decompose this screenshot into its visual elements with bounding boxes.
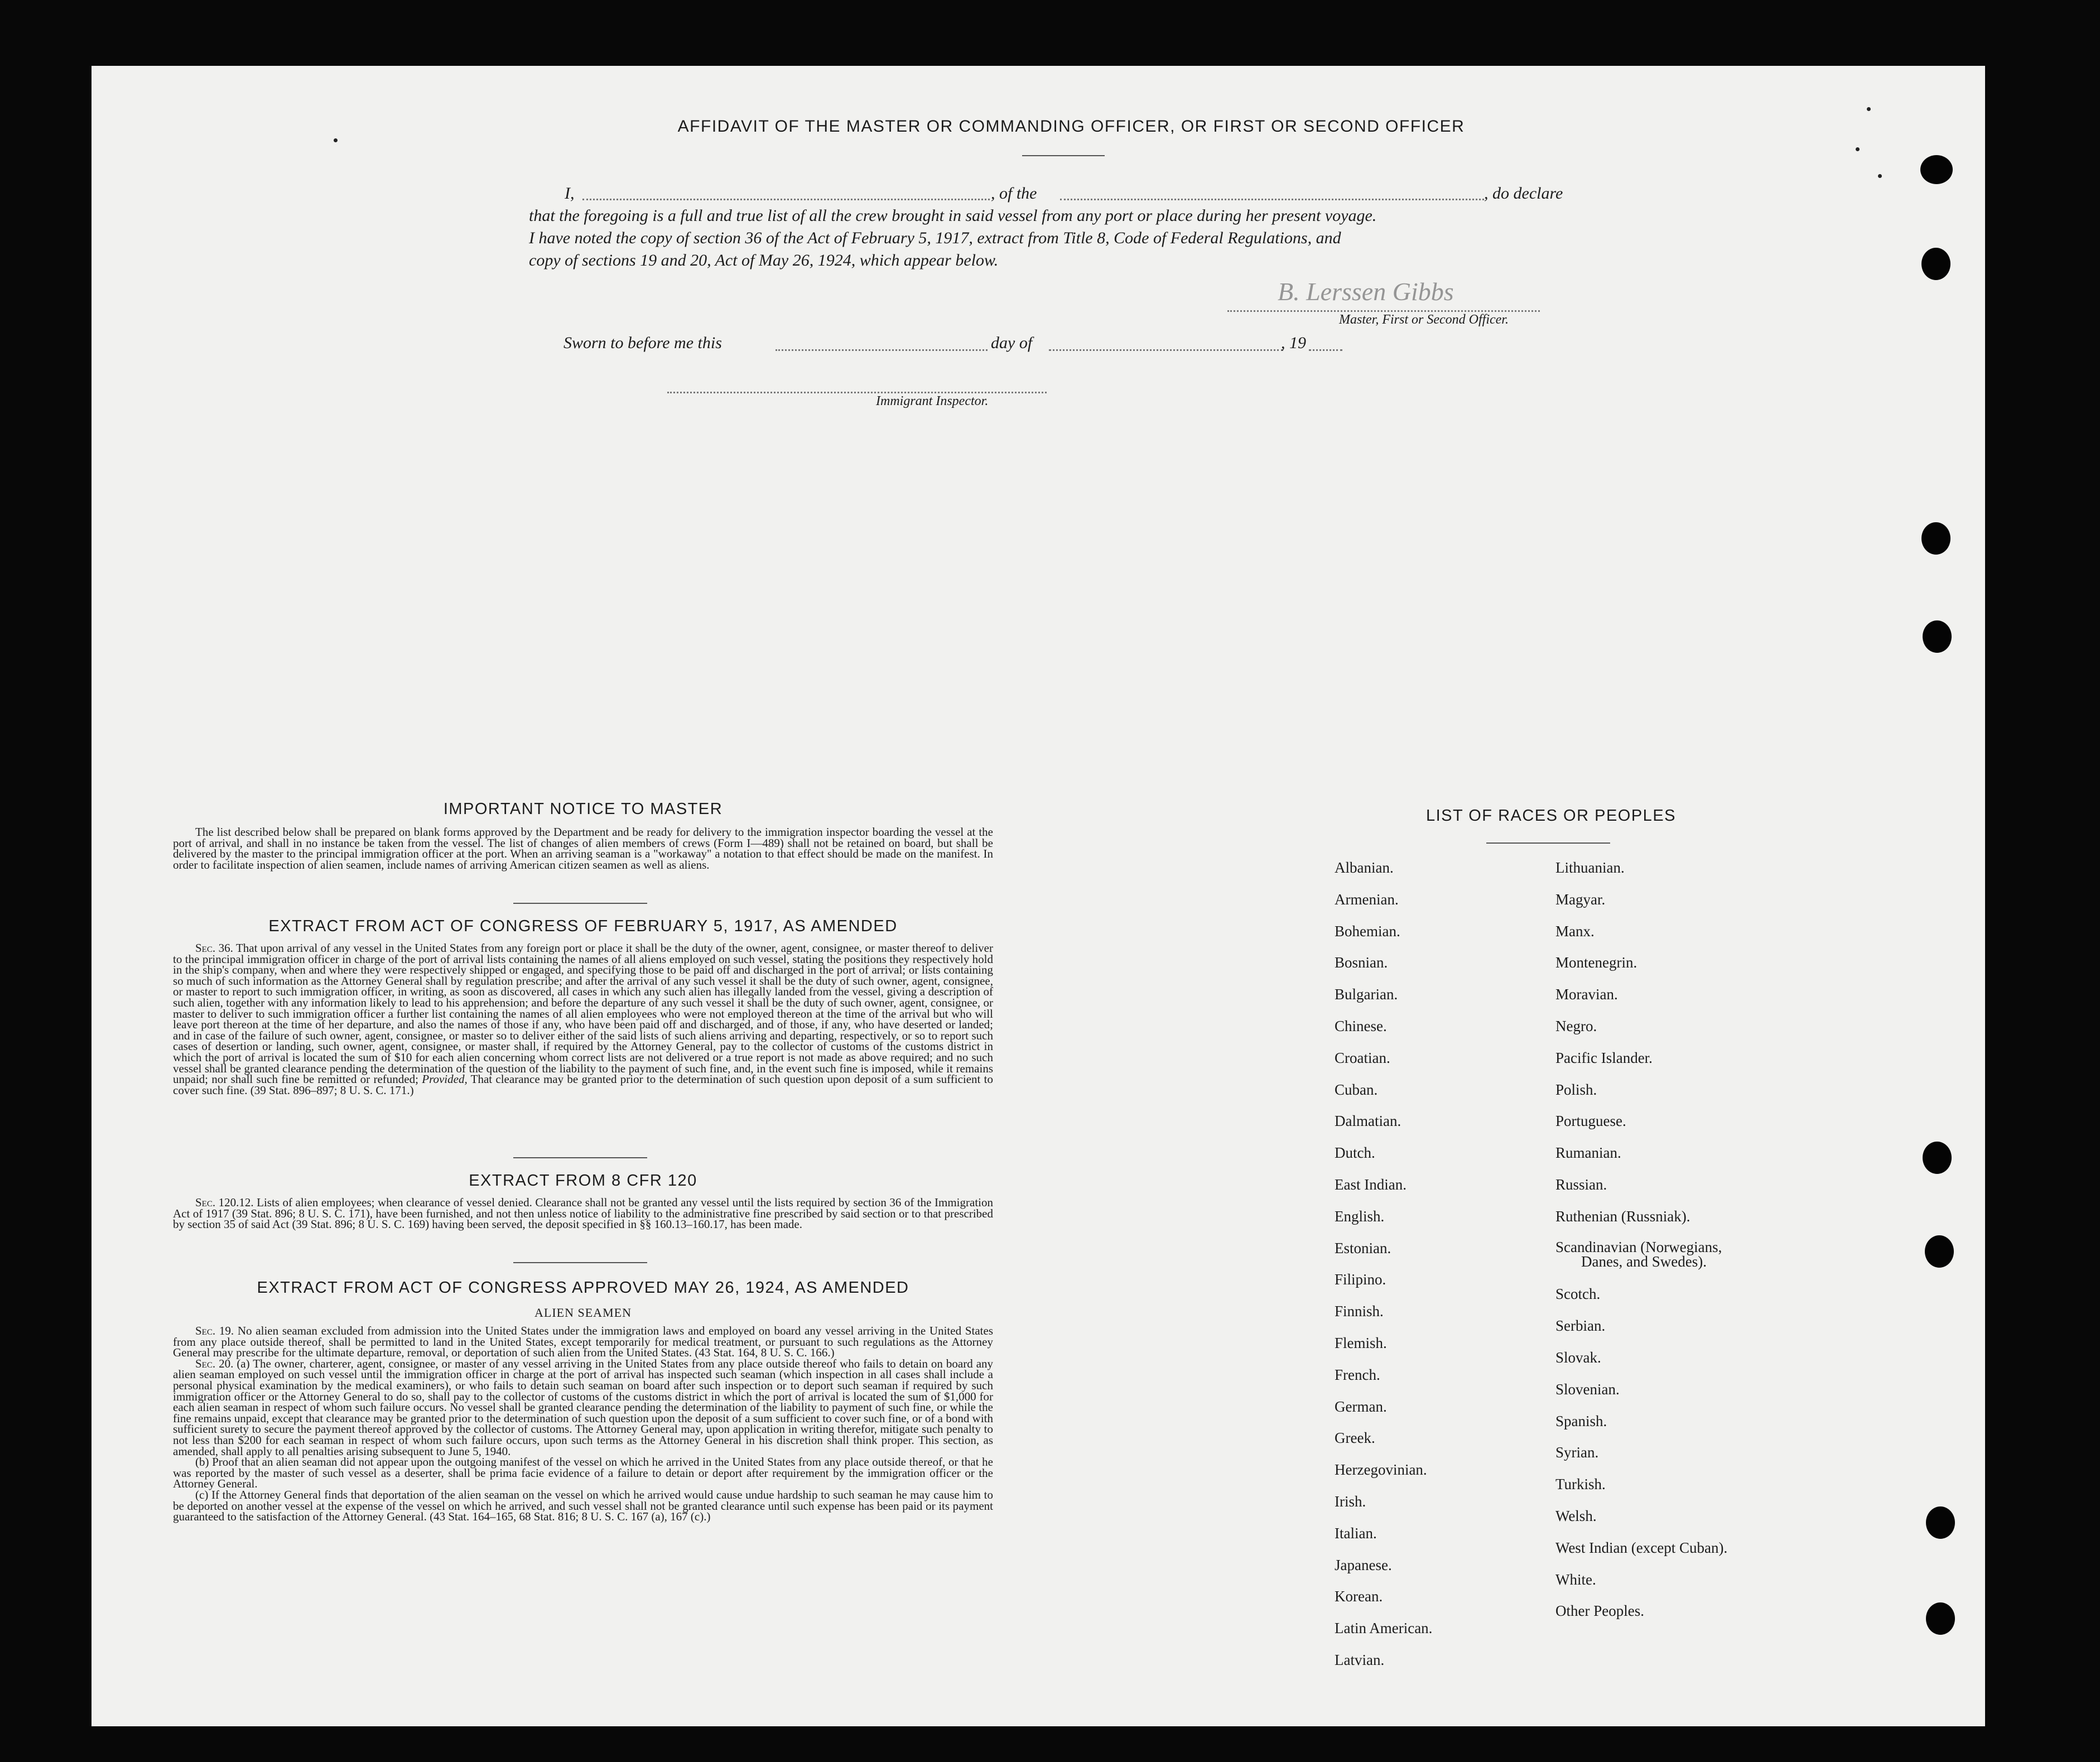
race-item: Lithuanian. xyxy=(1555,859,1625,876)
notice-body-block xyxy=(173,827,993,870)
notice-title: IMPORTANT NOTICE TO MASTER xyxy=(443,800,723,818)
race-item: Bohemian. xyxy=(1335,922,1400,940)
race-item: Italian. xyxy=(1335,1524,1377,1542)
speck xyxy=(1856,147,1860,151)
sec-20c-body: (c) If the Attorney General finds that deportation of the alien seaman on the vessel on which he arrived would cause undue hardship to such seaman he may cause him to be deported on another vessel at the expense of the vessel on which he arrived, and such vessel shall not be granted clearance until such expense has been paid or its payment guaranteed to the satisfaction of the Attorney General. (43 Stat. 164–165, 68 Stat. 816; 8 U. S. C. 167 (a), 167 (c).) xyxy=(173,1487,993,1524)
extract-1924-block xyxy=(173,1326,993,1523)
race-item: Spanish. xyxy=(1555,1412,1607,1429)
race-item: Albanian. xyxy=(1335,859,1394,876)
race-item: Bosnian. xyxy=(1335,954,1388,971)
race-item: Manx. xyxy=(1555,922,1595,940)
race-item: Filipino. xyxy=(1335,1271,1386,1288)
race-item: Cuban. xyxy=(1335,1081,1378,1098)
day-of-label: day of xyxy=(991,334,1033,352)
signature-line[interactable] xyxy=(1227,310,1540,312)
race-item: Slovenian. xyxy=(1555,1380,1620,1398)
race-item: Greek. xyxy=(1335,1429,1375,1447)
race-item: Scotch. xyxy=(1555,1286,1601,1303)
speck xyxy=(334,138,338,142)
sworn-label: Sworn to before me this xyxy=(563,334,722,352)
races-title-rule xyxy=(1486,843,1610,844)
race-item: Estonian. xyxy=(1335,1239,1391,1256)
sec-36-label: Sec. 36. xyxy=(195,941,233,955)
inspector-line[interactable] xyxy=(667,392,1047,393)
race-item: Japanese. xyxy=(1335,1556,1392,1573)
divider xyxy=(513,1157,647,1158)
affidavit-line-2: that the foregoing is a full and true list of all the crew brought in said vessel from any port or place during her present voyage. xyxy=(529,206,1377,225)
sec-20a-body xyxy=(173,1356,994,1458)
punch-hole xyxy=(1921,522,1950,555)
race-item: Croatian. xyxy=(1335,1049,1390,1066)
declarant-label: I, xyxy=(565,184,575,203)
year-label: , 19 xyxy=(1281,334,1306,352)
sec-36-tail: That clearance may be granted prior to the determination of such question upon deposit of a sum sufficient to cover such fine. (39 Stat. 896–897; 8 U. S. C. 171.) xyxy=(173,1072,994,1097)
race-item: Bulgarian. xyxy=(1335,986,1398,1003)
race-item: Ruthenian (Russniak). xyxy=(1555,1207,1690,1225)
race-item: Welsh. xyxy=(1555,1508,1597,1524)
sec-20-label: Sec. 20. xyxy=(195,1356,234,1370)
vessel-line[interactable] xyxy=(1060,199,1484,200)
affidavit-line-4: copy of sections 19 and 20, Act of May 26, 1924, which appear below. xyxy=(529,251,999,269)
race-item: Syrian. xyxy=(1555,1444,1599,1461)
punch-hole xyxy=(1926,1506,1955,1539)
race-item: German. xyxy=(1335,1398,1387,1415)
sec-19-body xyxy=(173,1326,993,1359)
race-item: Moravian. xyxy=(1555,986,1618,1003)
race-item: Finnish. xyxy=(1335,1303,1384,1320)
race-item: Montenegrin. xyxy=(1555,954,1637,971)
race-item: Other Peoples. xyxy=(1555,1602,1644,1620)
notice-body: The list described below shall be prepared on blank forms approved by the Department and be ready for delivery to the immigration inspector boarding the vessel at the port of arrival, and shall in no instance be taken from the vessel. The list of changes of alien members of crews (Form I—489) shall not be retained on board, but shall be delivered by the master to the principal immigration officer at the port. When an arriving seaman is a "workaway" a notation to that effect should be made on the manifest. In order to facilitate inspection of alien seamen, include names of arriving American citizen seamen as well as aliens. xyxy=(173,825,993,872)
race-item: Scandinavian (Norwegians, Danes, and Swedes). xyxy=(1555,1238,1722,1270)
extract-1924-title: EXTRACT FROM ACT OF CONGRESS APPROVED MAY 26, 1924, AS AMENDED xyxy=(257,1279,909,1297)
race-item: Latin American. xyxy=(1335,1620,1433,1637)
sec-20b-body: (b) Proof that an alien seaman did not appear upon the outgoing manifest of the vessel on which he arrived in the United States from any place outside thereof, or that he was reported by the master of such vessel as a deserter, shall be prima facie evidence of a failure to detain or deport after requirement by the immigration officer or the Attorney General. xyxy=(173,1455,993,1491)
race-item: Portuguese. xyxy=(1555,1113,1626,1130)
race-item: English. xyxy=(1335,1207,1385,1225)
of-the-label: , of the xyxy=(991,184,1037,203)
extract-1917-body xyxy=(173,943,993,1096)
race-item: Flemish. xyxy=(1335,1335,1387,1351)
punch-hole xyxy=(1926,1602,1955,1635)
punch-hole xyxy=(1923,1142,1952,1174)
extract-cfr-block xyxy=(173,1197,993,1230)
race-item: Polish. xyxy=(1555,1081,1597,1098)
race-item: Dalmatian. xyxy=(1335,1113,1401,1130)
race-item: Latvian. xyxy=(1335,1652,1385,1668)
sec-19-text: No alien seaman excluded from admission into the United States under the immigration laws and employed on board any vessel arriving in the United States from any place outside thereof, shall be permitted to land in the United States, except temporarily for medical treatment, or pursuant to such regulations as the Attorney General may prescribe for the ultimate departure, removal, or deportation of such alien from the United States. (43 Stat. 164, 8 U. S. C. 166.) xyxy=(173,1324,994,1360)
race-item: Negro. xyxy=(1555,1018,1597,1034)
sec-19-label: Sec. 19. xyxy=(195,1324,234,1337)
do-declare-label: , do declare xyxy=(1484,184,1563,203)
race-item: White. xyxy=(1555,1571,1596,1588)
name-line[interactable] xyxy=(582,199,990,200)
sworn-month-line[interactable] xyxy=(1049,349,1283,351)
race-item: Chinese. xyxy=(1335,1018,1387,1034)
race-item: Russian. xyxy=(1555,1176,1607,1193)
extract-1917-block xyxy=(173,943,993,1096)
divider xyxy=(513,903,647,904)
race-item: Irish. xyxy=(1335,1493,1366,1510)
sec-120-label: Sec. 120.12. xyxy=(195,1196,254,1209)
race-item: Pacific Islander. xyxy=(1555,1049,1653,1066)
punch-hole xyxy=(1921,248,1950,280)
race-item: Rumanian. xyxy=(1555,1144,1621,1162)
race-item: East Indian. xyxy=(1335,1176,1407,1193)
speck xyxy=(1878,174,1882,178)
inspector-caption: Immigrant Inspector. xyxy=(876,394,989,408)
punch-hole xyxy=(1920,155,1953,184)
divider xyxy=(513,1262,647,1263)
signature-caption: Master, First or Second Officer. xyxy=(1339,312,1509,327)
sworn-day-line[interactable] xyxy=(776,349,988,351)
extract-1917-title: EXTRACT FROM ACT OF CONGRESS OF FEBRUARY 5, 1917, AS AMENDED xyxy=(268,917,898,935)
provided-label: Provided, xyxy=(422,1072,468,1086)
race-item: Dutch. xyxy=(1335,1144,1375,1162)
race-item: West Indian (except Cuban). xyxy=(1555,1539,1728,1556)
affidavit-title: AFFIDAVIT OF THE MASTER OR COMMANDING OFFICER, OR FIRST OR SECOND OFFICER xyxy=(677,117,1465,136)
punch-hole xyxy=(1925,1235,1954,1268)
race-item: Korean. xyxy=(1335,1588,1383,1605)
race-item: Herzegovinian. xyxy=(1335,1461,1427,1479)
sec-20a-text: (a) The owner, charterer, agent, consignee, or master of any vessel arriving in the United States from any place outside thereof who fails to detain on board any alien seaman employed on such vessel until the immigration officer in charge at the port of arrival has inspected such seaman (which inspection in all cases shall include a personal physical examination by the medical examiners), or who fails to detain such seaman on board after such inspection or to deport such seaman if required by such immigration officer or the Attorney General to do so, shall pay to the collector of customs of the customs district in which the port of arrival is located the sum of $1,000 for each alien seaman in respect of whom such failure occurs. No vessel shall be granted clearance pending the determination of the liability to payment of such fine, or while the fine remains unpaid, except that clearance may be granted prior to the determination of such question upon the deposit of a sum sufficient to cover such fine, or of a bond with sufficient surety to secure the payment thereof approved by the collector of customs. The Attorney General may, upon application in writing therefor, mitigate such penalty to not less than $200 for each seaman in respect of whom such failure occurs, upon such terms as the Attorney General in his discretion shall think proper. This section, as amended, shall apply to all penalties arising subsequent to June 5, 1940. xyxy=(173,1356,994,1458)
alien-seamen-subtitle: ALIEN SEAMEN xyxy=(534,1306,632,1320)
sec-36-text: That upon arrival of any vessel in the United States from any foreign port or place it shall be the duty of the owner, agent, consignee, or master thereof to deliver to the principal immigration officer in charge of the port of arrival lists containing the names of all aliens employed on such vessel, stating the positions they respectively hold in the ship's company, when and where they were respectively shipped or engaged, and specifying those to be paid off and discharged in the port of arrival; or lists containing so much of such information as the Attorney General shall by regulation prescribe; and after the arrival of any such vessel it shall be the duty of such owner, agent, consignee, or master to report to such immigration officer, in writing, as soon as discovered, all cases in which any such alien has illegally landed from the vessel, giving a description of such alien, together with any information likely to lead to his apprehension; and before the departure of any such vessel it shall be the duty of such owner, agent, consignee, or master to deliver to such immigration officer a further list containing the names of all alien employees who were not employed thereon at the time of the arrival but who will leave port thereon at the time of her departure, and also the names of those if any, who have been paid off and discharged, and of those, if any, who have deserted or landed; and in case of the failure of such owner, agent, consignee, or master so to deliver either of the said lists of such aliens arriving and departing, respectively, or so to report such cases of desertion or landing, such owner, agent, consignee, or master shall, if required by the Attorney General, pay to the collector of customs of the customs district in which the port of arrival is located the sum of $10 for each alien concerning whom correct lists are not delivered or a true report is not made as above required; and no such vessel shall be granted clearance pending the determination of the question of the liability to the payment of such fine, and, in the event such fine is imposed, while it remains unpaid; nor shall such fine be remitted or refunded; xyxy=(173,941,993,1086)
extract-cfr-title: EXTRACT FROM 8 CFR 120 xyxy=(469,1172,697,1190)
title-rule xyxy=(1022,155,1105,156)
sec-120-text: Lists of alien employees; when clearance of vessel denied. Clearance shall not be granted any vessel until the lists required by section 36 of the Immigration Act of 1917 (39 Stat. 896; 8 U. S. C. 171), have been furnished, and not then unless notice of liability to the administrative fine prescribed by said section or to that prescribed by section 35 of said Act (39 Stat. 896; 8 U. S. C. 169) having been served, the deposit specified in §§ 160.13–160.17, has been made. xyxy=(173,1196,993,1231)
punch-hole xyxy=(1923,620,1952,653)
race-item: Slovak. xyxy=(1555,1349,1601,1366)
extract-cfr-body xyxy=(173,1197,993,1230)
affidavit-line-3: I have noted the copy of section 36 of the Act of February 5, 1917, extract from Title 8, Code of Federal Regulations, and xyxy=(529,229,1341,247)
race-item: Magyar. xyxy=(1555,890,1606,908)
speck xyxy=(1867,107,1871,111)
race-item: French. xyxy=(1335,1366,1380,1383)
sworn-year-line[interactable] xyxy=(1309,349,1342,351)
races-title: LIST OF RACES OR PEOPLES xyxy=(1425,807,1677,825)
master-signature: B. Lerssen Gibbs xyxy=(1278,277,1454,306)
race-item: Armenian. xyxy=(1335,890,1399,908)
race-item: Turkish. xyxy=(1555,1476,1606,1493)
race-item: Serbian. xyxy=(1555,1317,1606,1335)
